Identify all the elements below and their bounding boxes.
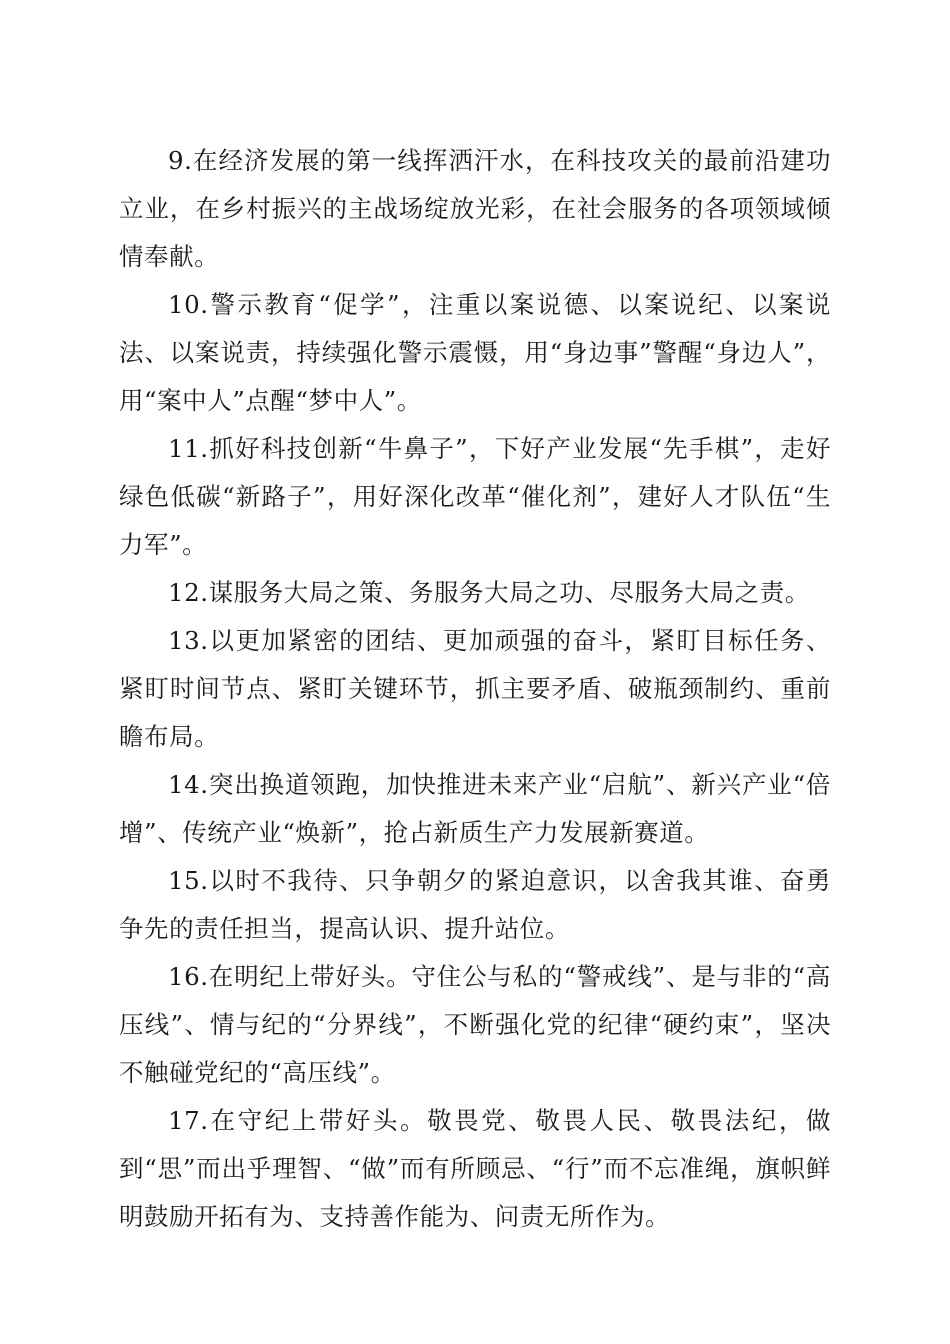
- paragraph-11: 11.抓好科技创新“牛鼻子”，下好产业发展“先手棋”，走好绿色低碳“新路子”，用好深化改革“催化剂”，建好人才队伍“生力军”。: [119, 434, 831, 559]
- paragraph-17: 17.在守纪上带好头。敬畏党、敬畏人民、敬畏法纪，做到“思”而出乎理智、“做”而有所顾忌、“行”而不忘准绳，旗帜鲜明鼓励开拓有为、支持善作能为、问责无所作为。: [119, 1106, 831, 1231]
- paragraph-9: 9.在经济发展的第一线挥洒汗水，在科技攻关的最前沿建功立业，在乡村振兴的主战场绽放光彩，在社会服务的各项领域倾情奉献。: [119, 146, 831, 271]
- document-body: [119, 137, 831, 1241]
- paragraph-15: 15.以时不我待、只争朝夕的紧迫意识，以舍我其谁、奋勇争先的责任担当，提高认识、提升站位。: [119, 866, 831, 943]
- paragraph-10: 10.警示教育“促学”，注重以案说德、以案说纪、以案说法、以案说责，持续强化警示震慑，用“身边事”警醒“身边人”，用“案中人”点醒“梦中人”。: [119, 290, 831, 415]
- paragraph-13: 13.以更加紧密的团结、更加顽强的奋斗，紧盯目标任务、紧盯时间节点、紧盯关键环节，抓主要矛盾、破瓶颈制约、重前瞻布局。: [119, 626, 831, 751]
- paragraph-16: 16.在明纪上带好头。守住公与私的“警戒线”、是与非的“高压线”、情与纪的“分界线”，不断强化党的纪律“硬约束”，坚决不触碰党纪的“高压线”。: [119, 962, 831, 1087]
- paragraph-12: 12.谋服务大局之策、务服务大局之功、尽服务大局之责。: [168, 578, 810, 607]
- paragraph-14: 14.突出换道领跑，加快推进未来产业“启航”、新兴产业“倍增”、传统产业“焕新”，抢占新质生产力发展新赛道。: [119, 770, 831, 847]
